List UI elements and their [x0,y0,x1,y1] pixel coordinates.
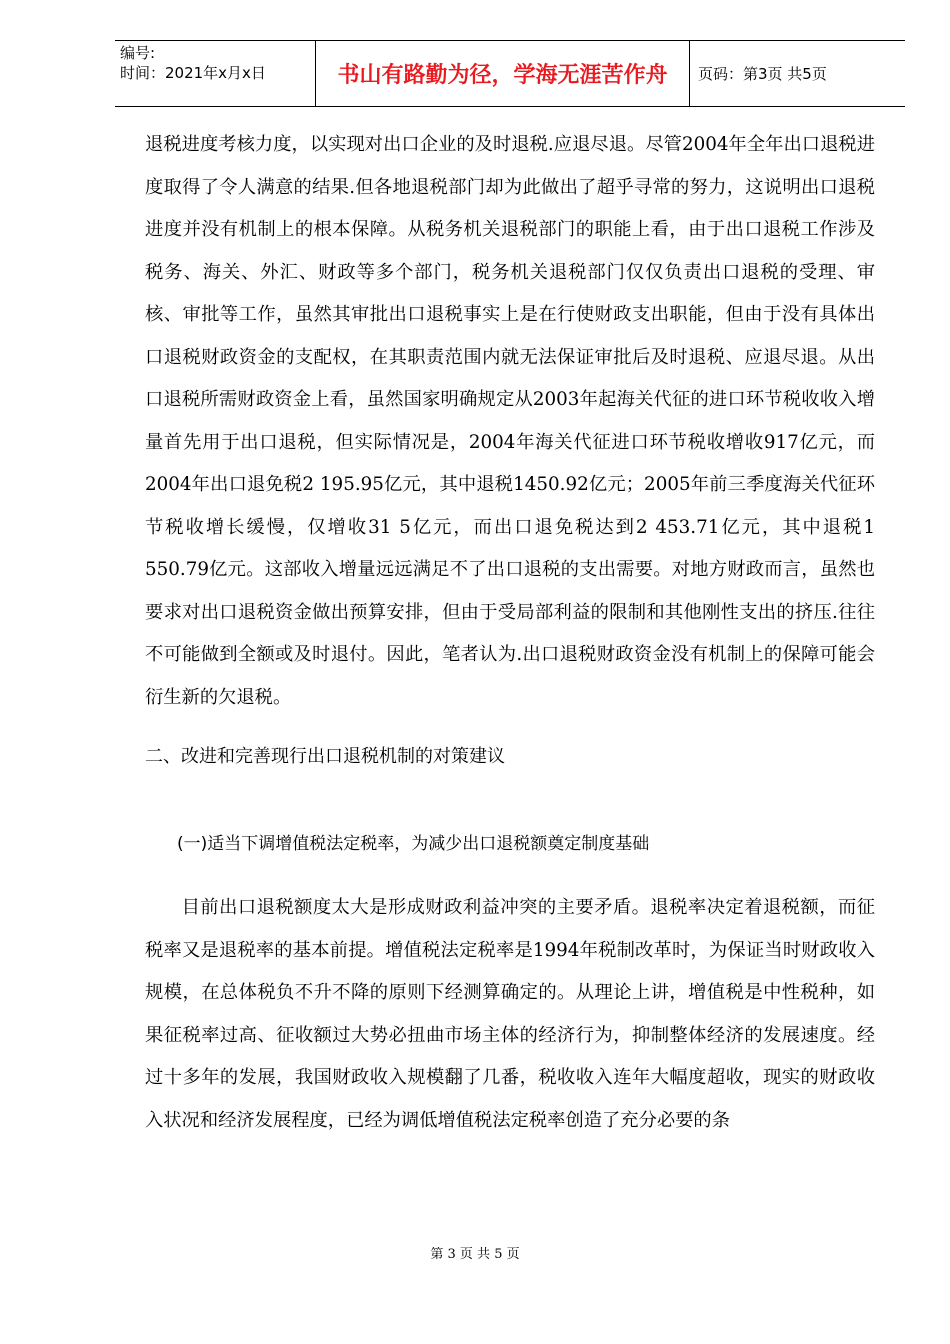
page-footer: 第 3 页 共 5 页 [430,1247,520,1262]
document-number-label: 编号: [120,44,156,62]
header-meta [120,43,315,83]
body-paragraph-1: 退税进度考核力度，以实现对出口企业的及时退税.应退尽退。尽管2004年全年出口退税进度取得了令人满意的结果.但各地退税部门却为此做出了超乎寻常的努力，这说明出口退税进度并没有机制上的根本保障。从税务机关退税部门的职能上看，由于出口退税工作涉及税务、海关、外汇、财政等多个部门，税务机关退税部门仅仅负责出口退税的受理、审核、审批等工作，虽然其审批出口退税事实上是在行使财政支出职能，但由于没有具体出口退税财政资金的支配权，在其职责范围内就无法保证审批后及时退税、应退尽退。从出口退税所需财政资金上看，虽然国家明确规定从2003年起海关代征的进口环节税收收入增量首先用于出口退税，但实际情况是，2004年海关代征进口环节税收增收917亿元，而2004年出口退免税2 195.95亿元，其中退税1450.92亿元；2005年前三季度海关代征环节税收增长缓慢，仅增收31 5亿元，而出口退免税达到2 453.71亿元，其中退税1 550.79亿元。这部收入增量远远满足不了出口退税的支出需要。对地方财政而言，虽然也要求对出口退税资金做出预算安排，但由于受局部利益的限制和其他刚性支出的挤压.往往不可能做到全额或及时退付。因此，笔者认为.出口退税财政资金没有机制上的保障可能会衍生新的欠退税。 [145,134,875,708]
body-paragraph-2: 目前出口退税额度太大是形成财政利益冲突的主要矛盾。退税率决定着退税额，而征税率又是退税率的基本前提。增值税法定税率是1994年税制改革时，为保证当时财政收入规模，在总体税负不升不降的原则下经测算确定的。从理论上讲，增值税是中性税种，如果征税率过高、征收额过大势必扭曲市场主体的经济行为，抑制整体经济的发展速度。经过十多年的发展，我国财政收入规模翻了几番，税收收入连年大幅度超收，现实的财政收入状况和经济发展程度，已经为调低增值税法定税率创造了充分必要的条 [145,897,875,1131]
header-motto: 书山有路勤为径，学海无涯苦作舟 [315,41,690,106]
subsection-heading: (一)适当下调增值税法定税率，为减少出口退税额奠定制度基础 [177,834,650,854]
section-heading: 二、改进和完善现行出口退税机制的对策建议 [145,746,505,767]
document-body [145,124,875,1142]
document-time-label: 时间：2021年x月x日 [120,64,266,82]
page-header [115,40,905,107]
header-page-label: 页码：第3页 共5页 [698,65,827,83]
